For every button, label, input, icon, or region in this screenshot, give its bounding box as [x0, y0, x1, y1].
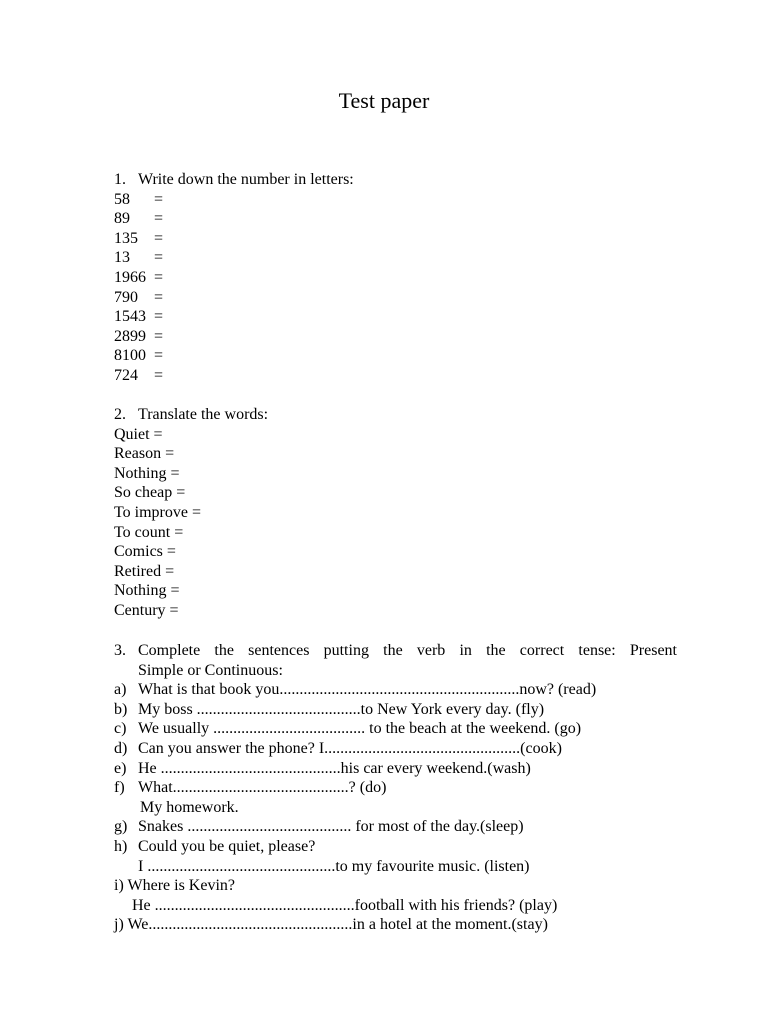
- number-item: 135 =: [114, 229, 164, 247]
- number-item: 2899 =: [114, 327, 164, 345]
- question-1-heading: [114, 170, 677, 190]
- question-3-heading: [114, 641, 677, 661]
- number-item: 1543 =: [114, 308, 164, 326]
- word-item: Quiet =: [114, 425, 163, 443]
- word-item: Nothing =: [114, 582, 180, 600]
- word-item: So cheap =: [114, 484, 186, 502]
- question-3: [114, 641, 677, 935]
- sentence-item-g: g) Snakes ......................................... for most of the day.(sleep): [114, 818, 524, 836]
- sentence-item-f: f) What............................................? (do): [114, 779, 387, 797]
- question-1: [114, 170, 677, 386]
- sentence-item-d: d) Can you answer the phone? I.................................................(cook): [114, 739, 562, 757]
- question-text: Write down the number in letters:: [138, 171, 354, 188]
- word-item: Reason =: [114, 445, 175, 463]
- sentence-item-e: e) He .............................................his car every weekend.(wash): [114, 759, 531, 777]
- question-number: 3.: [114, 642, 126, 659]
- sentence-item-j: j) We...................................................in a hotel at the moment.(stay): [114, 916, 548, 934]
- word-item: Comics =: [114, 543, 176, 561]
- number-item: 89 =: [114, 210, 164, 228]
- sentence-item-i: i) Where is Kevin?: [114, 877, 235, 895]
- sentence-item-h-line2: I ...............................................to my favourite music. (listen): [138, 857, 530, 875]
- number-item: 790 =: [114, 288, 164, 306]
- word-item: Century =: [114, 601, 179, 619]
- question-2-heading: [114, 405, 677, 425]
- number-item: 13 =: [114, 249, 164, 267]
- sentence-item-h: h) Could you be quiet, please?: [114, 837, 316, 855]
- number-item: 8100 =: [114, 347, 164, 365]
- question-text: Complete the sentences putting the verb in the correct tense: Present: [138, 642, 677, 659]
- number-item: 724 =: [114, 366, 164, 384]
- sentence-item-c: c) We usually ...................................... to the beach at the weekend. (go): [114, 720, 582, 738]
- question-text-continued: Simple or Continuous:: [138, 661, 283, 679]
- number-item: 58 =: [114, 190, 164, 208]
- question-number: 2.: [114, 406, 126, 423]
- sentence-item-b: b) My boss .........................................to New York every day. (fly): [114, 700, 545, 718]
- word-item: Nothing =: [114, 464, 180, 482]
- question-text: Translate the words:: [138, 406, 269, 423]
- question-2: [114, 405, 677, 621]
- number-item: 1966 =: [114, 268, 164, 286]
- question-number: 1.: [114, 171, 126, 188]
- word-item: To count =: [114, 523, 184, 541]
- page-title: Test paper: [338, 88, 430, 113]
- sentence-item-i-line2: He ..................................................football with his friends? (play): [132, 896, 558, 914]
- sentence-item-a: a) What is that book you............................................................now? (read): [114, 681, 597, 699]
- sentence-item-f-line2: My homework.: [140, 798, 239, 816]
- word-item: Retired =: [114, 562, 175, 580]
- word-item: To improve =: [114, 503, 201, 521]
